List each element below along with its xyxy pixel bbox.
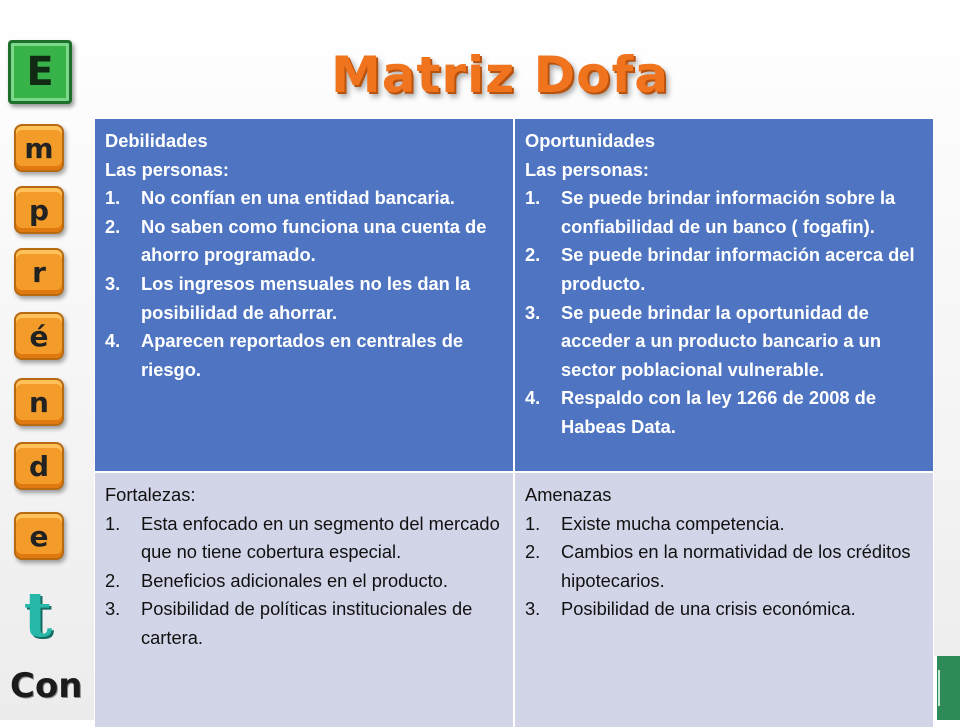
letter-tile-e-accent: é: [14, 312, 64, 360]
letter-tile-m: m: [14, 124, 64, 172]
item-text: Existe mucha competencia.: [561, 512, 785, 534]
list-item: [105, 595, 503, 652]
oportunidades-list: [525, 184, 923, 441]
item-text: Posibilidad de políticas institucionales de cartera.: [141, 598, 473, 648]
fortalezas-list: [105, 510, 503, 653]
list-item: [525, 299, 923, 385]
cell-debilidades: [94, 118, 514, 472]
word-con: Con: [10, 666, 83, 706]
letter-tile-t: t: [23, 577, 53, 651]
list-item: [525, 595, 923, 624]
item-number: 1.: [105, 187, 121, 209]
oportunidades-subheading: Las personas:: [525, 158, 649, 180]
item-number: 3.: [525, 598, 541, 620]
oportunidades-heading: Oportunidades: [525, 130, 656, 151]
letter-tile-e: E: [8, 40, 72, 104]
list-item: [525, 184, 923, 241]
item-number: 4.: [525, 387, 541, 409]
cell-amenazas: [514, 472, 934, 728]
item-text: Se puede brindar información acerca del producto.: [561, 244, 915, 294]
list-item: [105, 327, 503, 384]
corner-decoration-line: [938, 670, 954, 706]
list-item: [105, 270, 503, 327]
item-number: 3.: [105, 272, 121, 294]
list-item: [525, 538, 923, 595]
item-text: Esta enfocado en un segmento del mercado que no tiene cobertura especial.: [141, 512, 500, 563]
item-number: 3.: [105, 598, 121, 620]
item-text: Beneficios adicionales en el producto.: [141, 569, 448, 591]
item-text: Posibilidad de una crisis económica.: [561, 598, 856, 620]
fortalezas-heading: Fortalezas:: [105, 484, 196, 505]
list-item: [525, 384, 923, 441]
list-item: [105, 184, 503, 213]
debilidades-list: [105, 184, 503, 384]
item-text: Cambios en la normatividad de los créditos hipotecarios.: [561, 541, 911, 591]
letter-tile-n: n: [14, 378, 64, 426]
letter-tile-d: d: [14, 442, 64, 490]
item-number: 3.: [525, 301, 541, 323]
cell-fortalezas: [94, 472, 514, 728]
item-text: Se puede brindar información sobre la confiabilidad de un banco ( fogafin).: [561, 187, 896, 237]
item-number: 1.: [105, 512, 121, 534]
item-text: Los ingresos mensuales no les dan la posibilidad de ahorrar.: [141, 272, 471, 323]
item-number: 1.: [525, 512, 541, 534]
list-item: [525, 510, 923, 539]
list-item: [105, 510, 503, 567]
item-text: No confían en una entidad bancaria.: [141, 187, 455, 209]
item-number: 2.: [525, 244, 541, 266]
item-text: Aparecen reportados en centrales de riesgo.: [141, 330, 464, 380]
item-number: 2.: [525, 541, 541, 563]
cell-oportunidades: [514, 118, 934, 472]
item-number: 4.: [105, 330, 121, 352]
slide-title: Matriz Dofa: [330, 46, 670, 104]
debilidades-subheading: Las personas:: [105, 158, 229, 180]
letter-tile-r: r: [14, 248, 64, 296]
item-number: 2.: [105, 215, 121, 237]
letter-tile-e2: e: [14, 512, 64, 560]
letter-tile-p: p: [14, 186, 64, 234]
item-text: No saben como funciona una cuenta de ahorro programado.: [141, 215, 487, 266]
dofa-matrix: [94, 118, 934, 728]
list-item: [105, 567, 503, 596]
item-text: Respaldo con la ley 1266 de 2008 de Habeas Data.: [561, 387, 877, 437]
item-text: Se puede brindar la oportunidad de acceder a un producto bancario a un sector poblacional vulnerable.: [561, 301, 881, 380]
amenazas-heading: Amenazas: [525, 484, 612, 505]
debilidades-heading: Debilidades: [105, 130, 208, 151]
amenazas-list: [525, 510, 923, 624]
item-number: 1.: [525, 187, 541, 209]
list-item: [105, 213, 503, 270]
item-number: 2.: [105, 569, 121, 591]
list-item: [525, 241, 923, 298]
